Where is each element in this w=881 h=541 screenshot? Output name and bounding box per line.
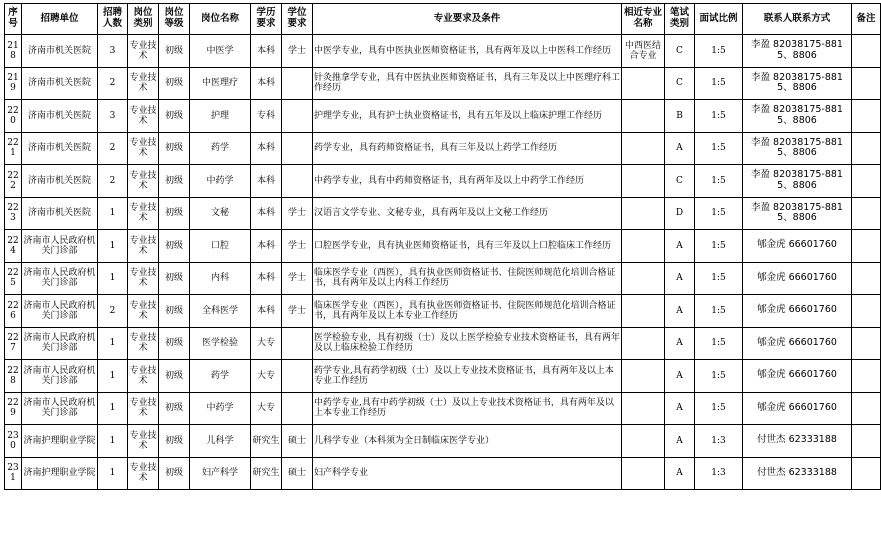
table-row xyxy=(5,327,881,360)
cell-req: 中医学专业，具有中医执业医师资格证书，具有两年及以上中医科工作经历 xyxy=(313,35,622,68)
cell-level: 初级 xyxy=(159,165,190,198)
cell-level: 初级 xyxy=(159,425,190,458)
cell-seq: 225 xyxy=(5,262,22,295)
cell-exam: A xyxy=(665,230,695,263)
cell-count: 1 xyxy=(98,197,128,230)
cell-similar xyxy=(622,132,665,165)
cell-similar xyxy=(622,360,665,393)
cell-ratio: 1:5 xyxy=(695,67,743,100)
cell-post: 儿科学 xyxy=(190,425,251,458)
cell-similar xyxy=(622,230,665,263)
table-row xyxy=(5,392,881,425)
cell-contact: 李盈 82038175-8815、8806 xyxy=(743,35,852,68)
cell-category: 专业技术 xyxy=(128,165,159,198)
header-similar: 相近专业名称 xyxy=(622,4,665,35)
cell-contact: 郇金虎 66601760 xyxy=(743,295,852,328)
cell-contact: 郇金虎 66601760 xyxy=(743,327,852,360)
table-row xyxy=(5,197,881,230)
cell-similar xyxy=(622,425,665,458)
table-row xyxy=(5,165,881,198)
cell-post: 药学 xyxy=(190,132,251,165)
cell-similar xyxy=(622,165,665,198)
cell-ratio: 1:5 xyxy=(695,35,743,68)
cell-count: 1 xyxy=(98,230,128,263)
table-row xyxy=(5,262,881,295)
table-row xyxy=(5,67,881,100)
cell-category: 专业技术 xyxy=(128,425,159,458)
cell-level: 初级 xyxy=(159,67,190,100)
table-row xyxy=(5,425,881,458)
cell-contact: 李盈 82038175-8815、8806 xyxy=(743,100,852,133)
cell-post: 中医理疗 xyxy=(190,67,251,100)
cell-seq: 227 xyxy=(5,327,22,360)
cell-similar xyxy=(622,100,665,133)
cell-exam: A xyxy=(665,262,695,295)
cell-degree xyxy=(282,132,313,165)
cell-degree xyxy=(282,360,313,393)
cell-category: 专业技术 xyxy=(128,67,159,100)
cell-edu: 大专 xyxy=(251,327,282,360)
cell-post: 中药学 xyxy=(190,392,251,425)
cell-note xyxy=(852,457,881,490)
cell-count: 1 xyxy=(98,392,128,425)
cell-post: 中药学 xyxy=(190,165,251,198)
cell-level: 初级 xyxy=(159,35,190,68)
cell-contact: 李盈 82038175-8815、8806 xyxy=(743,197,852,230)
cell-level: 初级 xyxy=(159,457,190,490)
cell-category: 专业技术 xyxy=(128,262,159,295)
cell-note xyxy=(852,67,881,100)
table-row xyxy=(5,35,881,68)
cell-unit: 济南市机关医院 xyxy=(22,197,98,230)
cell-seq: 228 xyxy=(5,360,22,393)
cell-degree: 学士 xyxy=(282,230,313,263)
header-exam: 笔试类别 xyxy=(665,4,695,35)
cell-count: 1 xyxy=(98,360,128,393)
cell-req: 中药学专业，具有中药师资格证书，具有两年及以上中药学工作经历 xyxy=(313,165,622,198)
cell-unit: 济南市机关医院 xyxy=(22,35,98,68)
header-category: 岗位类别 xyxy=(128,4,159,35)
cell-contact: 付世杰 62333188 xyxy=(743,457,852,490)
cell-note xyxy=(852,327,881,360)
header-unit: 招聘单位 xyxy=(22,4,98,35)
cell-ratio: 1:3 xyxy=(695,457,743,490)
cell-count: 3 xyxy=(98,100,128,133)
cell-degree xyxy=(282,100,313,133)
header-level: 岗位等级 xyxy=(159,4,190,35)
cell-seq: 231 xyxy=(5,457,22,490)
cell-level: 初级 xyxy=(159,132,190,165)
cell-contact: 李盈 82038175-8815、8806 xyxy=(743,132,852,165)
cell-edu: 研究生 xyxy=(251,457,282,490)
cell-level: 初级 xyxy=(159,197,190,230)
cell-req: 儿科学专业（本科须为全日制临床医学专业） xyxy=(313,425,622,458)
cell-ratio: 1:5 xyxy=(695,132,743,165)
cell-exam: A xyxy=(665,132,695,165)
cell-note xyxy=(852,425,881,458)
header-degree: 学位要求 xyxy=(282,4,313,35)
cell-note xyxy=(852,392,881,425)
header-seq: 序号 xyxy=(5,4,22,35)
cell-note xyxy=(852,100,881,133)
cell-unit: 济南市人民政府机关门诊部 xyxy=(22,230,98,263)
cell-count: 3 xyxy=(98,35,128,68)
cell-category: 专业技术 xyxy=(128,100,159,133)
cell-seq: 221 xyxy=(5,132,22,165)
table-row xyxy=(5,295,881,328)
cell-note xyxy=(852,35,881,68)
table-row xyxy=(5,230,881,263)
cell-seq: 229 xyxy=(5,392,22,425)
cell-post: 医学检验 xyxy=(190,327,251,360)
cell-contact: 李盈 82038175-8815、8806 xyxy=(743,67,852,100)
cell-edu: 本科 xyxy=(251,230,282,263)
cell-level: 初级 xyxy=(159,262,190,295)
cell-note xyxy=(852,262,881,295)
cell-contact: 付世杰 62333188 xyxy=(743,425,852,458)
cell-category: 专业技术 xyxy=(128,132,159,165)
cell-exam: A xyxy=(665,327,695,360)
cell-degree xyxy=(282,165,313,198)
cell-category: 专业技术 xyxy=(128,392,159,425)
cell-unit: 济南市人民政府机关门诊部 xyxy=(22,327,98,360)
cell-degree: 硕士 xyxy=(282,425,313,458)
cell-ratio: 1:3 xyxy=(695,425,743,458)
cell-seq: 219 xyxy=(5,67,22,100)
cell-edu: 本科 xyxy=(251,262,282,295)
cell-unit: 济南市人民政府机关门诊部 xyxy=(22,262,98,295)
cell-req: 中药学专业,具有中药学初级（士）及以上专业技术资格证书，具有两年及以上本专业工作经历 xyxy=(313,392,622,425)
cell-exam: C xyxy=(665,165,695,198)
cell-post: 药学 xyxy=(190,360,251,393)
cell-count: 2 xyxy=(98,132,128,165)
cell-unit: 济南市机关医院 xyxy=(22,100,98,133)
cell-req: 妇产科学专业 xyxy=(313,457,622,490)
cell-ratio: 1:5 xyxy=(695,327,743,360)
cell-req: 临床医学专业（西医），具有执业医师资格证书、住院医师规范化培训合格证书，具有两年及以上内科工作经历 xyxy=(313,262,622,295)
cell-level: 初级 xyxy=(159,100,190,133)
cell-seq: 226 xyxy=(5,295,22,328)
cell-ratio: 1:5 xyxy=(695,392,743,425)
cell-level: 初级 xyxy=(159,360,190,393)
cell-exam: A xyxy=(665,360,695,393)
table-body xyxy=(5,35,881,490)
cell-req: 医学检验专业，具有初级（士）及以上医学检验专业技术资格证书，具有两年及以上临床检验工作经历 xyxy=(313,327,622,360)
recruitment-table xyxy=(4,3,881,490)
cell-post: 中医学 xyxy=(190,35,251,68)
cell-seq: 218 xyxy=(5,35,22,68)
cell-ratio: 1:5 xyxy=(695,360,743,393)
cell-edu: 本科 xyxy=(251,165,282,198)
cell-count: 2 xyxy=(98,67,128,100)
cell-note xyxy=(852,360,881,393)
cell-post: 文秘 xyxy=(190,197,251,230)
cell-seq: 230 xyxy=(5,425,22,458)
table-row xyxy=(5,132,881,165)
cell-level: 初级 xyxy=(159,295,190,328)
cell-category: 专业技术 xyxy=(128,197,159,230)
cell-exam: D xyxy=(665,197,695,230)
cell-ratio: 1:5 xyxy=(695,295,743,328)
cell-ratio: 1:5 xyxy=(695,100,743,133)
cell-seq: 220 xyxy=(5,100,22,133)
cell-contact: 郇金虎 66601760 xyxy=(743,262,852,295)
cell-note xyxy=(852,132,881,165)
cell-unit: 济南市人民政府机关门诊部 xyxy=(22,392,98,425)
cell-edu: 大专 xyxy=(251,392,282,425)
cell-similar xyxy=(622,457,665,490)
cell-count: 1 xyxy=(98,327,128,360)
cell-contact: 郇金虎 66601760 xyxy=(743,392,852,425)
cell-unit: 济南市人民政府机关门诊部 xyxy=(22,295,98,328)
cell-ratio: 1:5 xyxy=(695,165,743,198)
cell-req: 药学专业，具有药师资格证书，具有三年及以上药学工作经历 xyxy=(313,132,622,165)
cell-note xyxy=(852,230,881,263)
header-edu: 学历要求 xyxy=(251,4,282,35)
cell-exam: B xyxy=(665,100,695,133)
cell-unit: 济南市机关医院 xyxy=(22,165,98,198)
cell-count: 1 xyxy=(98,425,128,458)
cell-contact: 李盈 82038175-8815、8806 xyxy=(743,165,852,198)
cell-degree: 硕士 xyxy=(282,457,313,490)
cell-degree xyxy=(282,327,313,360)
cell-ratio: 1:5 xyxy=(695,230,743,263)
header-count: 招聘人数 xyxy=(98,4,128,35)
cell-post: 妇产科学 xyxy=(190,457,251,490)
cell-unit: 济南护理职业学院 xyxy=(22,425,98,458)
table-row xyxy=(5,100,881,133)
table-row xyxy=(5,360,881,393)
header-post: 岗位名称 xyxy=(190,4,251,35)
cell-category: 专业技术 xyxy=(128,327,159,360)
cell-edu: 专科 xyxy=(251,100,282,133)
header-row xyxy=(5,4,881,35)
cell-exam: A xyxy=(665,392,695,425)
cell-category: 专业技术 xyxy=(128,295,159,328)
cell-contact: 郇金虎 66601760 xyxy=(743,230,852,263)
cell-contact: 郇金虎 66601760 xyxy=(743,360,852,393)
cell-count: 2 xyxy=(98,165,128,198)
header-contact: 联系人联系方式 xyxy=(743,4,852,35)
cell-similar: 中西医结合专业 xyxy=(622,35,665,68)
cell-post: 护理 xyxy=(190,100,251,133)
cell-seq: 222 xyxy=(5,165,22,198)
cell-req: 针灸推拿学专业，具有中医执业医师资格证书，具有三年及以上中医理疗科工作经历 xyxy=(313,67,622,100)
cell-ratio: 1:5 xyxy=(695,262,743,295)
cell-count: 2 xyxy=(98,295,128,328)
cell-exam: A xyxy=(665,295,695,328)
cell-similar xyxy=(622,67,665,100)
cell-ratio: 1:5 xyxy=(695,197,743,230)
cell-unit: 济南市机关医院 xyxy=(22,67,98,100)
cell-level: 初级 xyxy=(159,327,190,360)
cell-req: 临床医学专业（西医），具有执业医师资格证书、住院医师规范化培训合格证书，具有两年及以上本专业工作经历 xyxy=(313,295,622,328)
cell-req: 护理学专业，具有护士执业资格证书，具有五年及以上临床护理工作经历 xyxy=(313,100,622,133)
cell-note xyxy=(852,295,881,328)
cell-similar xyxy=(622,197,665,230)
cell-similar xyxy=(622,327,665,360)
cell-unit: 济南护理职业学院 xyxy=(22,457,98,490)
cell-edu: 本科 xyxy=(251,197,282,230)
cell-edu: 本科 xyxy=(251,295,282,328)
header-ratio: 面试比例 xyxy=(695,4,743,35)
cell-degree: 学士 xyxy=(282,35,313,68)
cell-category: 专业技术 xyxy=(128,457,159,490)
cell-count: 1 xyxy=(98,457,128,490)
cell-similar xyxy=(622,295,665,328)
cell-exam: A xyxy=(665,425,695,458)
cell-unit: 济南市人民政府机关门诊部 xyxy=(22,360,98,393)
cell-count: 1 xyxy=(98,262,128,295)
cell-category: 专业技术 xyxy=(128,360,159,393)
cell-edu: 大专 xyxy=(251,360,282,393)
cell-exam: A xyxy=(665,457,695,490)
cell-req: 口腔医学专业，具有执业医师资格证书，具有三年及以上口腔临床工作经历 xyxy=(313,230,622,263)
cell-note xyxy=(852,165,881,198)
cell-degree: 学士 xyxy=(282,262,313,295)
cell-exam: C xyxy=(665,67,695,100)
cell-degree: 学士 xyxy=(282,197,313,230)
cell-post: 全科医学 xyxy=(190,295,251,328)
cell-unit: 济南市机关医院 xyxy=(22,132,98,165)
cell-degree: 学士 xyxy=(282,295,313,328)
cell-category: 专业技术 xyxy=(128,230,159,263)
cell-note xyxy=(852,197,881,230)
cell-req: 汉语言文学专业、文秘专业，具有两年及以上文秘工作经历 xyxy=(313,197,622,230)
header-note: 备注 xyxy=(852,4,881,35)
cell-level: 初级 xyxy=(159,230,190,263)
cell-edu: 本科 xyxy=(251,67,282,100)
cell-post: 内科 xyxy=(190,262,251,295)
cell-level: 初级 xyxy=(159,392,190,425)
cell-req: 药学专业,具有药学初级（士）及以上专业技术资格证书，具有两年及以上本专业工作经历 xyxy=(313,360,622,393)
table-row xyxy=(5,457,881,490)
cell-seq: 224 xyxy=(5,230,22,263)
cell-category: 专业技术 xyxy=(128,35,159,68)
cell-seq: 223 xyxy=(5,197,22,230)
cell-exam: C xyxy=(665,35,695,68)
cell-edu: 本科 xyxy=(251,35,282,68)
header-req: 专业要求及条件 xyxy=(313,4,622,35)
cell-edu: 研究生 xyxy=(251,425,282,458)
cell-edu: 本科 xyxy=(251,132,282,165)
cell-similar xyxy=(622,392,665,425)
cell-degree xyxy=(282,67,313,100)
cell-degree xyxy=(282,392,313,425)
cell-post: 口腔 xyxy=(190,230,251,263)
cell-similar xyxy=(622,262,665,295)
